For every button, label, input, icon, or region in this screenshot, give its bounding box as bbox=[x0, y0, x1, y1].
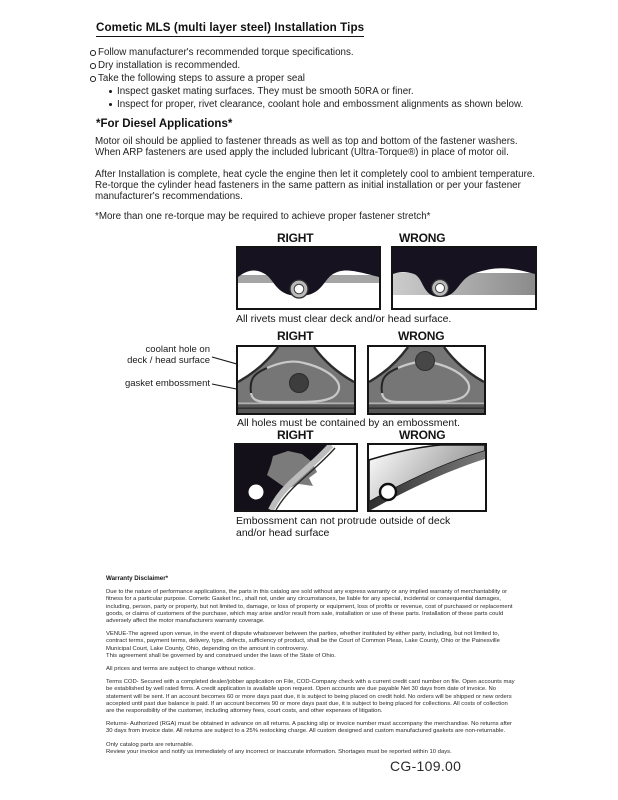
diesel-paragraph-note: *More than one re-torque may be required to achieve proper fastener stretch* bbox=[95, 211, 431, 222]
holes-wrong-diagram bbox=[367, 345, 486, 415]
rivet-caption: All rivets must clear deck and/or head surface. bbox=[236, 313, 452, 325]
gasket-embossment-label: gasket embossment bbox=[124, 378, 210, 389]
right-label-emboss: RIGHT bbox=[277, 428, 314, 442]
document-number: CG-109.00 bbox=[390, 758, 462, 774]
emboss-wrong-diagram bbox=[367, 443, 487, 512]
tip-text: Take the following steps to assure a proper seal bbox=[98, 73, 305, 84]
holes-right-diagram bbox=[236, 345, 356, 415]
wrong-label-holes: WRONG bbox=[398, 329, 445, 343]
page-title: Cometic MLS (multi layer steel) Installation Tips bbox=[96, 21, 364, 37]
embossment-wrong-icon bbox=[369, 445, 485, 510]
embossment-right-icon bbox=[236, 445, 356, 510]
tips-list bbox=[90, 46, 542, 85]
open-circle-bullet-icon bbox=[90, 50, 96, 56]
right-label-holes: RIGHT bbox=[277, 329, 314, 343]
sub-tip-item bbox=[109, 85, 544, 98]
warranty-liability: Due to the nature of performance applications, the parts in this catalog are sold without any express warranty or any implied warranty of merchantability or fitness for a particular purpose. Cometic Gasket Inc., shall not, under any circumstances, be liable for any special, incidental or consequential damages, including, person, party or property, but not limited to, damage, or loss of property or equipment, loss of profits or revenue, cost of purchased or replacement goods, or claims of customers of the purchase, which may arise and/or result from sale, installation or use of these parts. Installation of these parts could adversely affect the motor manufacturers warranty coverage. bbox=[106, 589, 513, 625]
coolant-hole-right-icon bbox=[238, 347, 354, 413]
diesel-heading: *For Diesel Applications* bbox=[96, 118, 233, 130]
tips-sublist bbox=[109, 85, 544, 111]
rivet-right-diagram bbox=[236, 246, 381, 310]
rivet-wrong-diagram bbox=[391, 246, 537, 310]
emboss-caption: Embossment can not protrude outside of deck and/or head surface bbox=[236, 515, 451, 539]
wrong-label-emboss: WRONG bbox=[399, 428, 446, 442]
warranty-catalog: Only catalog parts are returnable. bbox=[106, 741, 194, 748]
tip-item bbox=[90, 72, 542, 85]
tip-item bbox=[90, 46, 542, 59]
diesel-paragraph-retorque: After Installation is complete, heat cycle the engine then let it completely cool to ambient temperature. Re-torque the cylinder head fasteners in the same pattern as initial installation or per your fastener manufacturer's recommendations. bbox=[95, 169, 536, 203]
diesel-paragraph-oil: Motor oil should be applied to fastener threads as well as top and bottom of the fastener washers. When ARP fasteners are used apply the included lubricant (Ultra-Torque®) in place of motor oil. bbox=[95, 136, 518, 159]
warranty-governing: This agreement shall be governed by and construed under the laws of the State of Ohio. bbox=[106, 652, 336, 659]
warranty-terms: Terms COD- Secured with a completed dealer/jobber application on File, COD-Company check with a current credit card number on file. Open accounts may be established by well rated firms. A credit application is available upon request. Open accounts are due payable Net 30 days from date of invoice. No statement will be sent. If an account becomes 60 or more days past due, it is subject to being placed on credit hold. No orders will be shipped or new orders accepted until past due balance is paid. If an account becomes 90 or more days past due, it is subject to being placed for collections. All costs of collection are the responsibility of the customer, including attorney fees, court costs, and other expenses of litigation. bbox=[106, 679, 515, 715]
coolant-hole-wrong-icon bbox=[369, 347, 484, 413]
dot-bullet-icon bbox=[109, 103, 112, 106]
open-circle-bullet-icon bbox=[90, 76, 96, 82]
warranty-heading: Warranty Disclaimer* bbox=[106, 575, 169, 582]
coolant-hole-label: coolant hole on deck / head surface bbox=[127, 344, 210, 366]
dot-bullet-icon bbox=[109, 90, 112, 93]
warranty-section bbox=[106, 575, 516, 762]
tip-text: Dry installation is recommended. bbox=[98, 60, 241, 71]
emboss-right-diagram bbox=[234, 443, 358, 512]
tip-text: Follow manufacturer's recommended torque specifications. bbox=[98, 47, 354, 58]
tip-item bbox=[90, 59, 542, 72]
wrong-label-rivets: WRONG bbox=[399, 231, 446, 245]
warranty-returns: Returns- Authorized (RGA) must be obtained in advance on all returns. A packing slip or invoice number must accompany the merchandise. No returns after 30 days from invoice date. All returns are subject to a 25% restocking charge. All custom designed and custom manufactured gaskets are non-returnable. bbox=[106, 721, 513, 735]
warranty-venue: VENUE-The agreed upon venue, in the event of dispute whatsoever between the parties, whether instituted by either party, including, but not limited to, contract terms, payment terms, delivery, type, defects, sufficiency of product, shall be the Court of Common Pleas, Lake County, Ohio or the Painesville Municipal Court, Lake County, Ohio, depending on the amount in controversy. bbox=[106, 631, 500, 652]
sub-tip-text: Inspect for proper, rivet clearance, coolant hole and embossment alignments as shown below. bbox=[117, 99, 524, 110]
warranty-review: Review your invoice and notify us immediately of any incorrect or inaccurate information. Shortages must be reported within 10 days. bbox=[106, 748, 452, 755]
sub-tip-item bbox=[109, 98, 544, 111]
warranty-prices: All prices and terms are subject to change without notice. bbox=[106, 666, 255, 673]
rivet-clearance-wrong-icon bbox=[393, 248, 535, 308]
right-label-rivets: RIGHT bbox=[277, 231, 314, 245]
holes-caption: All holes must be contained by an embossment. bbox=[237, 417, 460, 429]
open-circle-bullet-icon bbox=[90, 63, 96, 69]
rivet-clearance-right-icon bbox=[238, 248, 379, 308]
sub-tip-text: Inspect gasket mating surfaces. They must be smooth 50RA or finer. bbox=[117, 86, 414, 97]
